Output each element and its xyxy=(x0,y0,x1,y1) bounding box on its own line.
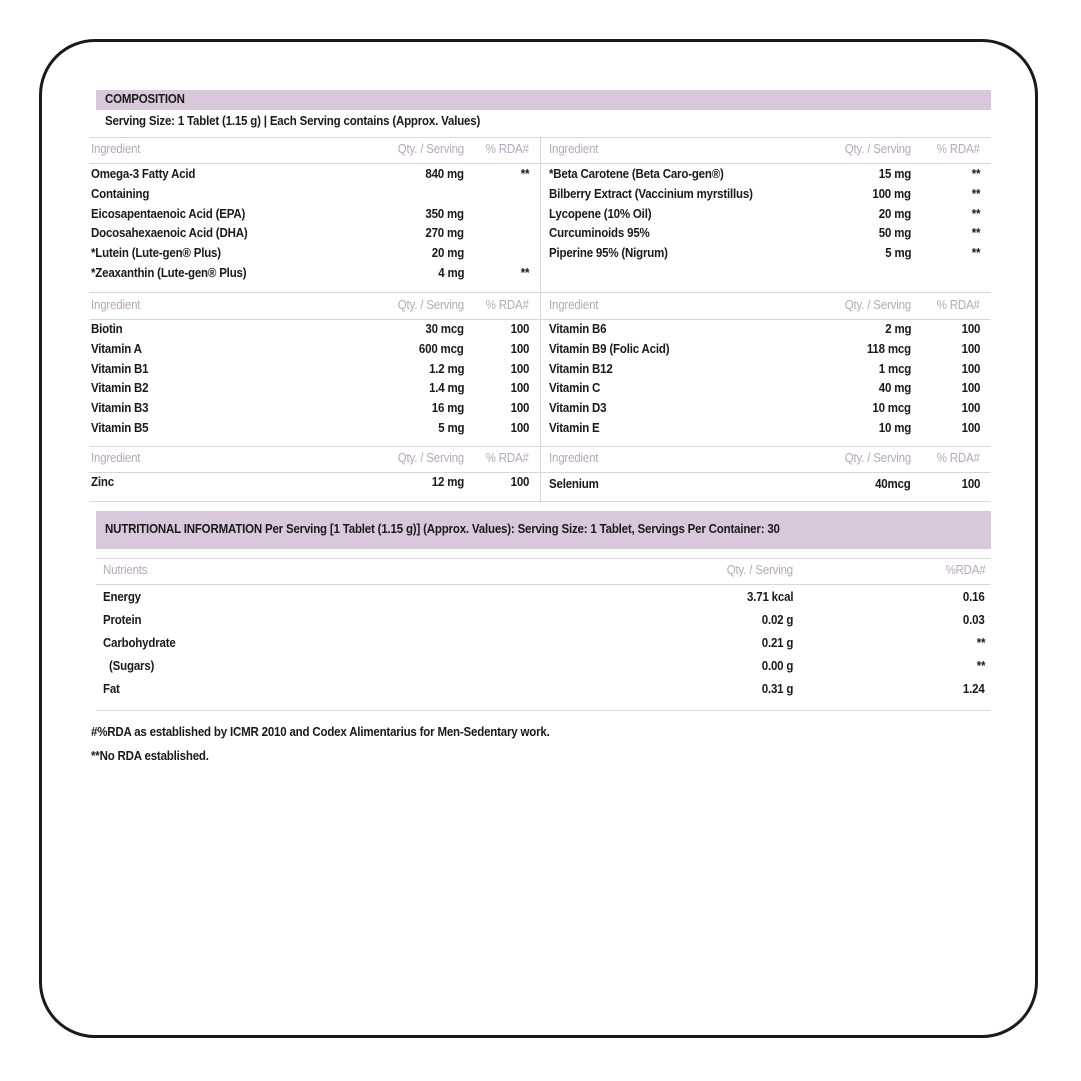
ingredient-name: Lycopene (10% Oil) xyxy=(549,206,652,221)
nutrient-name: Protein xyxy=(103,613,142,627)
ingredient-qty: 30 mcg xyxy=(425,322,464,336)
rda-header: % RDA# xyxy=(937,298,980,312)
ingredient-qty: 15 mg xyxy=(878,167,911,181)
nutrition-title: NUTRITIONAL INFORMATION Per Serving [1 Tablet (1.15 g)] (Approx. Values): Serving Size: 1 Tablet, Servings Per Container: 30 xyxy=(105,522,780,536)
ingredient-qty: 10 mcg xyxy=(872,401,911,416)
serving-note: Serving Size: 1 Tablet (1.15 g) | Each Serving contains (Approx. Values) xyxy=(105,114,481,128)
divider xyxy=(96,710,991,711)
ingredient-rda: ** xyxy=(971,226,980,241)
divider xyxy=(96,558,991,559)
ingredient-qty: 12 mg xyxy=(431,475,464,489)
composition-title-bar xyxy=(96,90,991,110)
qty-header: Qty. / Serving xyxy=(844,142,911,156)
ingredient-qty: 5 mg xyxy=(884,246,911,261)
ingredient-qty: 20 mg xyxy=(878,206,911,221)
ingredient-rda: 100 xyxy=(510,475,529,489)
ingredient-rda: 100 xyxy=(961,341,980,356)
ingredient-header: Ingredient xyxy=(91,298,141,312)
ingredient-name: Omega-3 Fatty Acid xyxy=(91,167,196,181)
ingredient-name: Biotin xyxy=(91,322,123,336)
ingredient-name: Vitamin B12 xyxy=(549,361,613,376)
ingredient-qty: 5 mg xyxy=(437,421,464,435)
nutrients-header: Nutrients xyxy=(103,563,148,577)
ingredient-name: Zinc xyxy=(91,475,114,489)
ingredient-qty: 4 mg xyxy=(437,266,464,280)
ingredient-name: Vitamin B5 xyxy=(91,421,149,435)
ingredient-rda: ** xyxy=(971,186,980,201)
nutrient-name: (Sugars) xyxy=(109,659,155,673)
ingredient-qty: 1.4 mg xyxy=(428,381,464,396)
ingredient-name: Vitamin D3 xyxy=(549,401,607,416)
ingredient-rda: 100 xyxy=(510,322,529,336)
nutrient-name: Fat xyxy=(103,682,120,696)
ingredient-rda: 100 xyxy=(961,322,980,336)
ingredient-header: Ingredient xyxy=(91,142,141,156)
ingredient-name: Vitamin B1 xyxy=(91,361,149,376)
qty-header: Qty. / Serving xyxy=(844,451,911,465)
nutrient-rda: 1.24 xyxy=(963,682,985,696)
ingredient-name: Selenium xyxy=(549,477,599,491)
nutrient-rda: 0.03 xyxy=(963,613,985,627)
ingredient-qty: 350 mg xyxy=(425,206,464,221)
ingredient-name: *Zeaxanthin (Lute-gen® Plus) xyxy=(91,266,247,280)
ingredient-name: Vitamin A xyxy=(91,341,142,356)
ingredient-qty: 50 mg xyxy=(878,226,911,241)
nutrient-qty: 0.21 g xyxy=(761,636,793,650)
ingredient-name: Vitamin B6 xyxy=(549,322,607,336)
ingredient-rda: ** xyxy=(971,206,980,221)
nutrient-name: Energy xyxy=(103,590,141,604)
qty-header: Qty. / Serving xyxy=(397,451,464,465)
ingredient-header: Ingredient xyxy=(91,451,141,465)
ingredient-name: Curcuminoids 95% xyxy=(549,226,650,241)
ingredient-rda: ** xyxy=(971,246,980,261)
ingredient-header: Ingredient xyxy=(549,298,599,312)
ingredient-name: Bilberry Extract (Vaccinium myrstillus) xyxy=(549,186,753,201)
ingredient-qty: 840 mg xyxy=(425,167,464,181)
ingredient-rda: 100 xyxy=(510,381,529,396)
ingredient-rda: ** xyxy=(520,266,529,280)
ingredient-header: Ingredient xyxy=(549,142,599,156)
ingredient-name: Docosahexaenoic Acid (DHA) xyxy=(91,226,248,241)
ingredient-rda: 100 xyxy=(510,401,529,416)
ingredient-rda: 100 xyxy=(510,341,529,356)
ingredient-rda: 100 xyxy=(961,361,980,376)
ingredient-name: Piperine 95% (Nigrum) xyxy=(549,246,668,261)
ingredient-rda: ** xyxy=(520,167,529,181)
nutrient-rda: ** xyxy=(976,636,985,650)
footnote-rda: #%RDA as established by ICMR 2010 and Codex Alimentarius for Men-Sedentary work. xyxy=(91,725,550,739)
footnote-no-rda: **No RDA established. xyxy=(91,749,209,763)
divider xyxy=(96,584,991,585)
ingredient-rda: ** xyxy=(971,167,980,181)
nutrient-name: Carbohydrate xyxy=(103,636,176,650)
ingredient-name: *Beta Carotene (Beta Caro-gen®) xyxy=(549,167,724,181)
ingredient-rda: 100 xyxy=(961,421,980,435)
nutrient-qty: 0.31 g xyxy=(761,682,793,696)
ingredient-rda: 100 xyxy=(510,361,529,376)
qty-header: Qty. / Serving xyxy=(844,298,911,312)
qty-header: Qty. / Serving xyxy=(397,142,464,156)
rda-header: % RDA# xyxy=(937,142,980,156)
ingredient-name: Vitamin B9 (Folic Acid) xyxy=(549,341,670,356)
ingredient-qty: 10 mg xyxy=(878,421,911,435)
ingredient-rda: 100 xyxy=(510,421,529,435)
nutrient-rda: 0.16 xyxy=(963,590,985,604)
qty-header: Qty. / Serving xyxy=(397,298,464,312)
nutrient-rda: ** xyxy=(976,659,985,673)
ingredient-name: Vitamin B2 xyxy=(91,381,149,396)
nutrition-rda-header: %RDA# xyxy=(945,563,985,577)
ingredient-name: Vitamin C xyxy=(549,381,601,396)
rda-header: % RDA# xyxy=(486,298,529,312)
nutrition-qty-header: Qty. / Serving xyxy=(726,563,793,577)
nutrient-qty: 0.02 g xyxy=(761,613,793,627)
rda-header: % RDA# xyxy=(486,451,529,465)
ingredient-rda: 100 xyxy=(961,381,980,396)
ingredient-qty: 40 mg xyxy=(878,381,911,396)
rda-header: % RDA# xyxy=(937,451,980,465)
ingredient-name: *Lutein (Lute-gen® Plus) xyxy=(91,246,221,261)
ingredient-qty: 1.2 mg xyxy=(428,361,464,376)
ingredient-qty: 2 mg xyxy=(884,322,911,336)
divider xyxy=(89,501,991,502)
nutrient-qty: 0.00 g xyxy=(761,659,793,673)
ingredient-rda: 100 xyxy=(961,401,980,416)
ingredient-qty: 1 mcg xyxy=(878,361,911,376)
column-divider xyxy=(540,137,541,501)
ingredient-qty: 118 mcg xyxy=(866,341,911,356)
ingredient-name: Eicosapentaenoic Acid (EPA) xyxy=(91,206,246,221)
composition-title: COMPOSITION xyxy=(105,92,185,106)
ingredient-rda: 100 xyxy=(961,477,980,491)
ingredient-qty: 270 mg xyxy=(425,226,464,241)
rda-header: % RDA# xyxy=(486,142,529,156)
ingredient-qty: 600 mcg xyxy=(419,341,464,356)
nutrient-qty: 3.71 kcal xyxy=(746,590,793,604)
ingredient-qty: 100 mg xyxy=(872,186,911,201)
ingredient-name: Containing xyxy=(91,186,150,201)
ingredient-qty: 16 mg xyxy=(431,401,464,416)
ingredient-name: Vitamin E xyxy=(549,421,600,435)
ingredient-name: Vitamin B3 xyxy=(91,401,149,416)
ingredient-header: Ingredient xyxy=(549,451,599,465)
ingredient-qty: 40mcg xyxy=(875,477,911,491)
ingredient-qty: 20 mg xyxy=(431,246,464,261)
